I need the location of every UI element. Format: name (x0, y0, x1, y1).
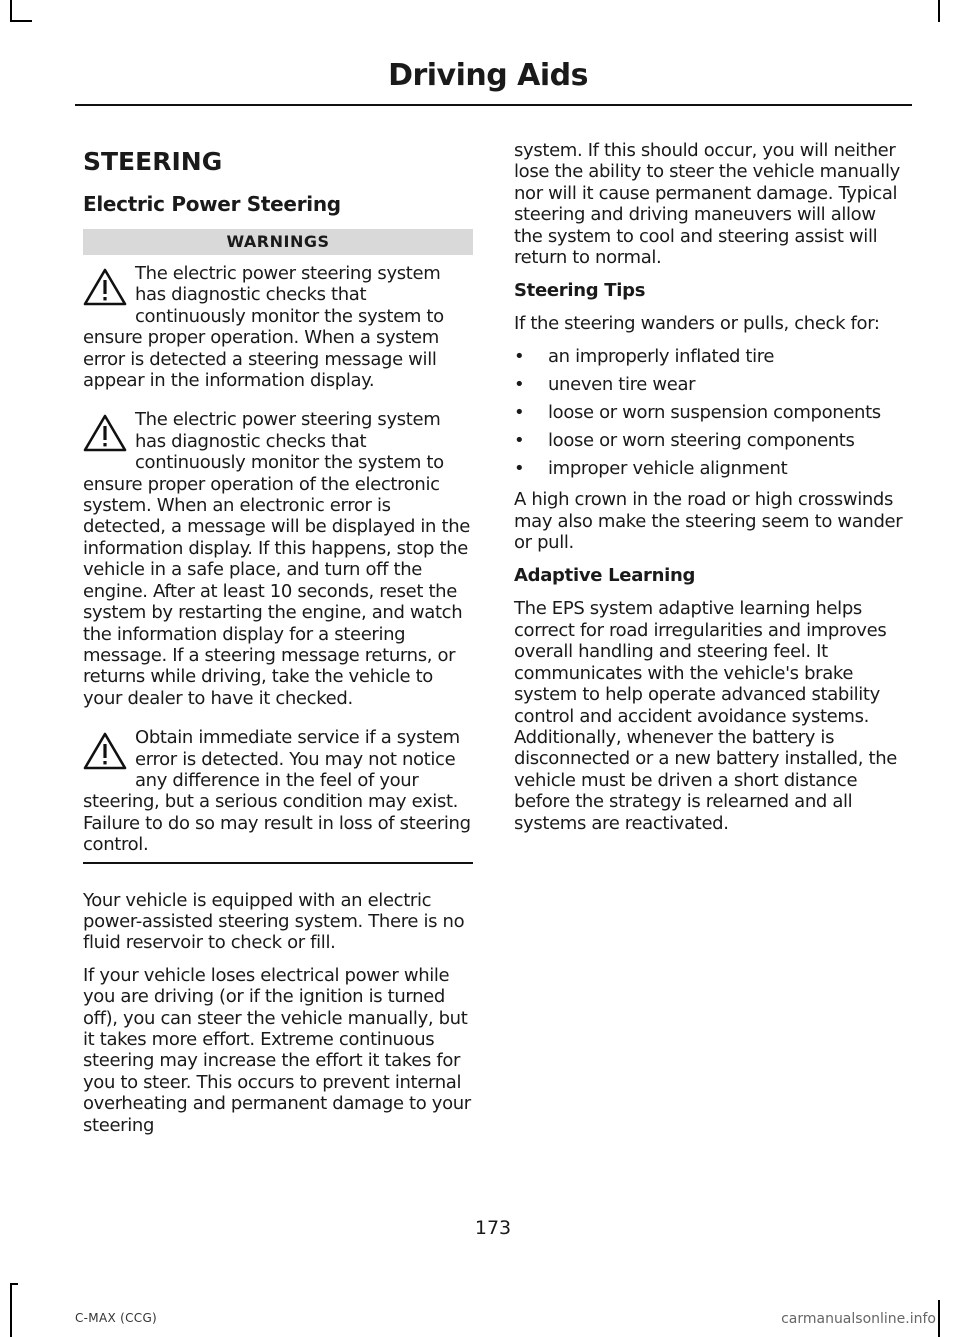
warning-text: Obtain immediate service if a system error is detected. You may not notice any difference in the feel of your steering, but a serious condition may exist. Failure to do so may result in loss of steering control. (83, 727, 471, 856)
section-heading: STEERING (83, 147, 223, 176)
warning-triangle-icon (83, 267, 127, 311)
steering-tips-heading: Steering Tips (514, 280, 646, 302)
steering-tips-list (514, 346, 906, 479)
list-item: • loose or worn steering components (514, 430, 906, 451)
body-paragraph: system. If this should occur, you will neither lose the ability to steer the vehicle manually nor will it cause permanent damage. Typical steering and driving maneuvers will allow the system to cool and steering assist will return to normal. (514, 140, 900, 269)
watermark: carmanualsonline.info (781, 1311, 936, 1327)
footer-model: C-MAX (CCG) (75, 1311, 158, 1325)
crop-mark-bottom-left-v (10, 1283, 12, 1337)
warning-item (83, 263, 473, 391)
crop-mark-bottom-right-v (938, 1300, 940, 1337)
subsection-heading: Electric Power Steering (83, 192, 341, 216)
adaptive-learning-heading: Adaptive Learning (514, 565, 696, 587)
warnings-banner: WARNINGS (83, 229, 473, 255)
list-item: • loose or worn suspension components (514, 402, 906, 423)
body-paragraph: The EPS system adaptive learning helps correct for road irregularities and improves overall handling and steering feel. It communicates with the vehicle's brake system to help operate advanced stability control and accident avoidance systems. Additionally, whenever the battery is disconnected or a new battery installed, the vehicle must be driven a short distance before the strategy is relearned and all systems are reactivated. (514, 598, 897, 834)
warning-triangle-icon (83, 413, 127, 457)
page-number: 173 (474, 1217, 512, 1239)
body-paragraph: A high crown in the road or high crosswinds may also make the steering seem to wander or pull. (514, 489, 903, 554)
right-column (514, 140, 906, 845)
crop-mark-top-right-v (938, 0, 940, 22)
body-paragraph: If your vehicle loses electrical power while you are driving (or if the ignition is turned off), you can steer the vehicle manually, but it takes more effort. Extreme continuous steering may increase the effort it takes for you to steer. This occurs to prevent internal overheating and permanent damage to your steering (83, 964, 471, 1136)
crop-mark-top-left-v (10, 0, 12, 22)
body-paragraph: Your vehicle is equipped with an electric power-assisted steering system. There is no fluid reservoir to check or fill. (83, 889, 465, 954)
crop-mark-bottom-left-h (10, 1283, 18, 1285)
warning-triangle-icon (83, 731, 127, 775)
warning-item (83, 727, 473, 855)
crop-mark-top-left-h (10, 20, 32, 22)
list-item: • uneven tire wear (514, 374, 906, 395)
left-column (83, 140, 473, 1147)
warning-text: The electric power steering system has diagnostic checks that continuously monitor the system to ensure proper operation of the electronic system. When an electronic error is detected, a message will be displayed in the information display. If this happens, stop the vehicle in a safe place, and turn off the engine. After at least 10 seconds, reset the system by restarting the engine, and watch the information display for a steering message. If a steering message returns, or returns while driving, take the vehicle to your dealer to have it checked. (83, 409, 470, 709)
warning-item (83, 409, 473, 709)
list-item: • an improperly inflated tire (514, 346, 906, 367)
page-section-title: Driving Aids (388, 58, 588, 93)
warnings-end-divider (83, 862, 473, 864)
list-item: • improper vehicle alignment (514, 458, 906, 479)
header-divider (75, 104, 912, 106)
body-paragraph: If the steering wanders or pulls, check for: (514, 313, 880, 335)
warning-text: The electric power steering system has diagnostic checks that continuously monitor the system to ensure proper operation. When a system error is detected a steering message will appear in the information display. (83, 263, 444, 392)
